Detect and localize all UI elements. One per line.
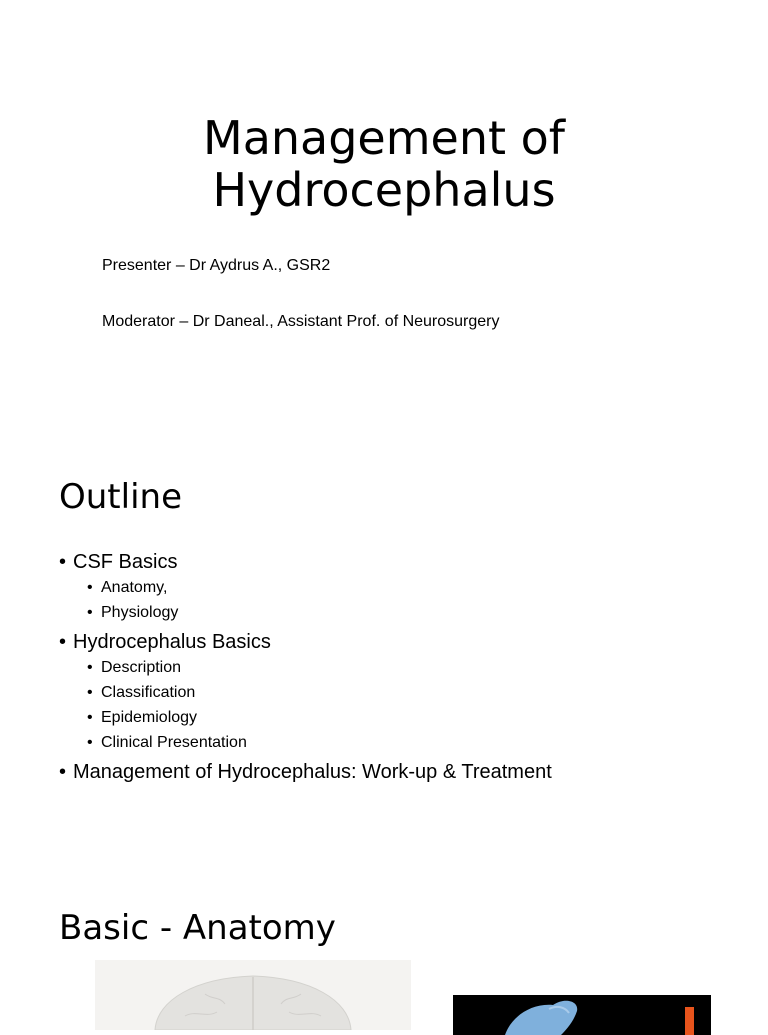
outline-subitem-clinical-presentation: • Clinical Presentation	[87, 730, 552, 755]
outline-slide	[0, 432, 768, 864]
outline-sublist-hydrocephalus-basics	[59, 655, 552, 755]
outline-subitem-epidemiology: • Epidemiology	[87, 705, 552, 730]
anatomy-slide	[0, 864, 768, 1024]
presenter-line: Presenter – Dr Aydrus A., GSR2	[102, 257, 331, 274]
outline-item-management: • Management of Hydrocephalus: Work-up & Treatment	[59, 759, 552, 785]
ventricles-drawing	[453, 995, 711, 1035]
title-line-1: Management of	[203, 111, 565, 165]
brain-illustration	[95, 960, 411, 1030]
title-line-2: Hydrocephalus	[212, 163, 556, 217]
outline-heading: Outline	[59, 477, 183, 517]
moderator-line: Moderator – Dr Daneal., Assistant Prof. of Neurosurgery	[102, 313, 500, 330]
brain-drawing	[95, 960, 411, 1030]
outline-subitem-description: • Description	[87, 655, 552, 680]
outline-subitem-physiology: • Physiology	[87, 600, 552, 625]
presentation-title	[0, 112, 768, 216]
ventricles-illustration	[453, 995, 711, 1035]
anatomy-heading: Basic - Anatomy	[59, 908, 336, 948]
outline-subitem-classification: • Classification	[87, 680, 552, 705]
outline-sublist-csf-basics	[59, 575, 552, 625]
title-slide	[0, 0, 768, 432]
outline-list	[59, 549, 552, 785]
outline-item-csf-basics: • CSF Basics	[59, 549, 552, 575]
outline-subitem-anatomy: • Anatomy,	[87, 575, 552, 600]
outline-item-hydrocephalus-basics: • Hydrocephalus Basics	[59, 629, 552, 655]
